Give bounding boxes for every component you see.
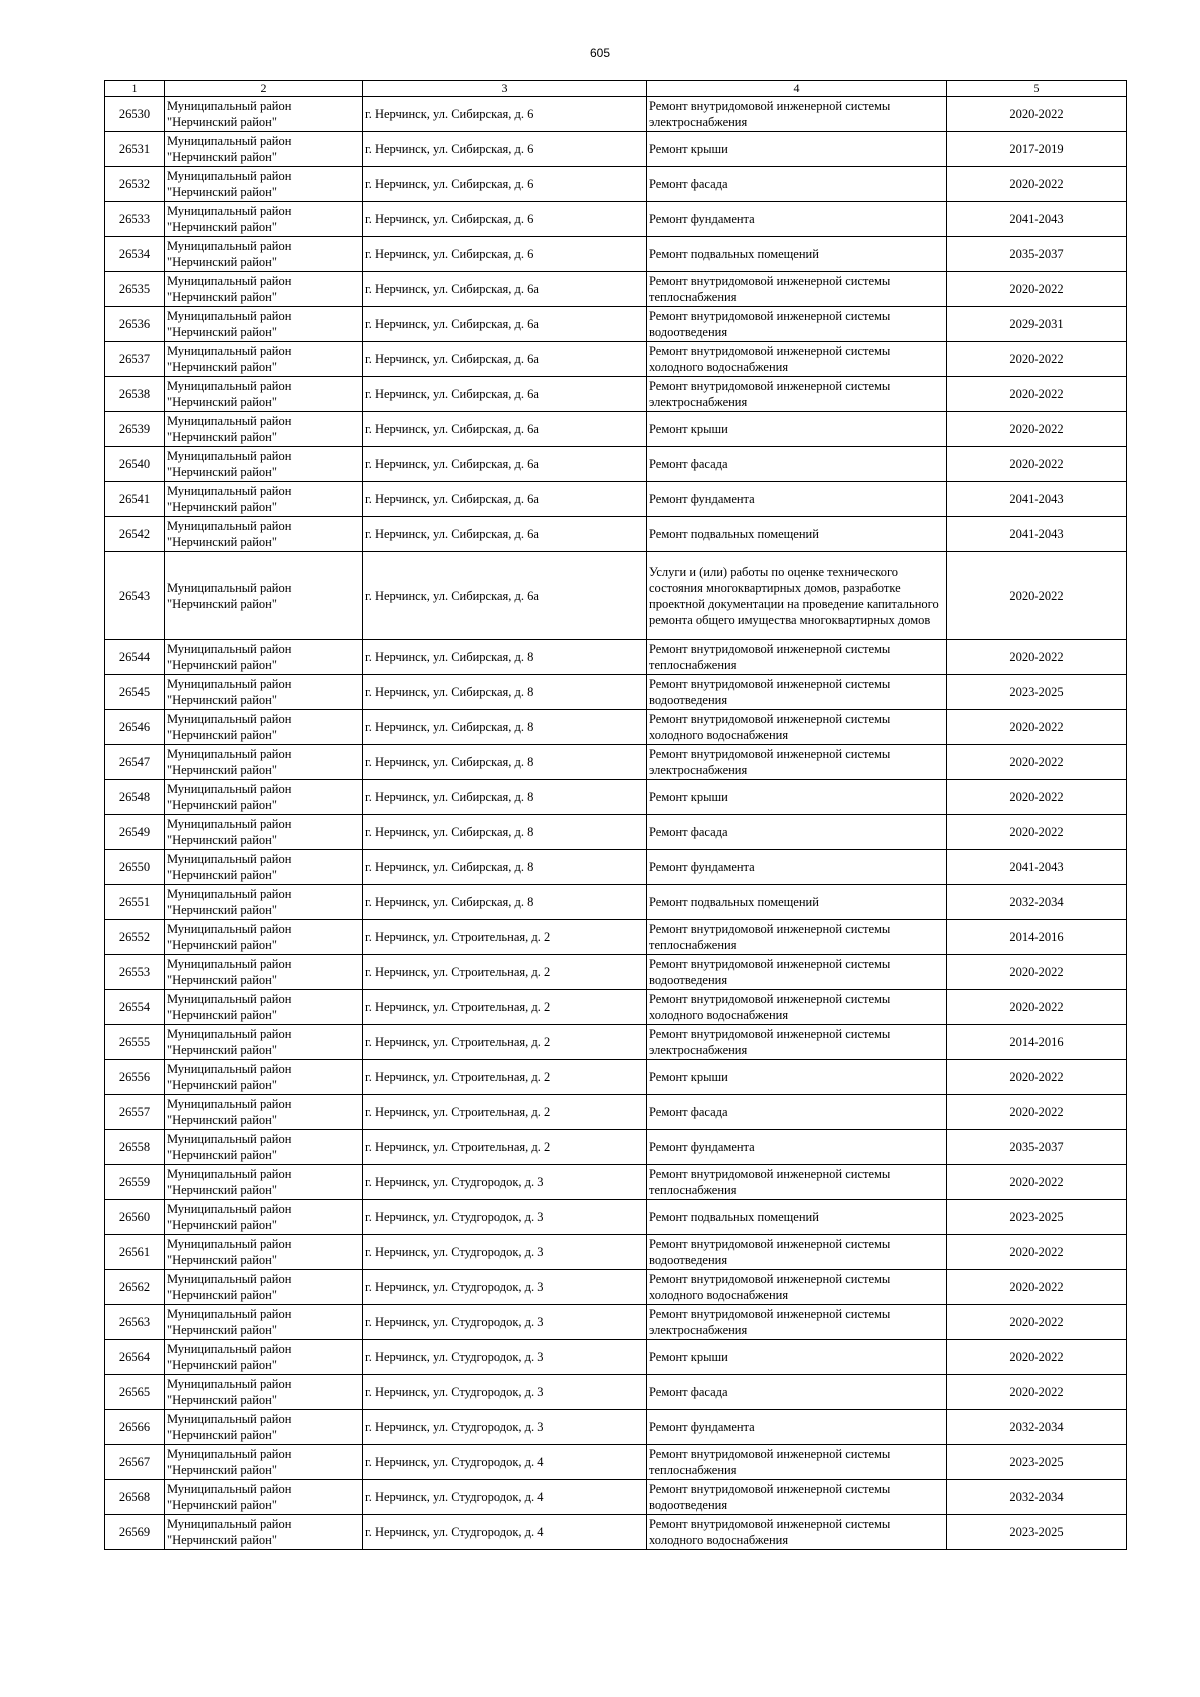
row-number-cell: 26557 <box>105 1095 165 1130</box>
work-type-cell: Ремонт внутридомовой инженерной системы теплоснабжения <box>647 1445 947 1480</box>
address-cell: г. Нерчинск, ул. Сибирская, д. 6 <box>363 237 647 272</box>
table-row <box>105 1235 1127 1270</box>
table-row <box>105 1165 1127 1200</box>
table-row <box>105 307 1127 342</box>
period-cell: 2020-2022 <box>947 272 1127 307</box>
row-number-cell: 26544 <box>105 640 165 675</box>
period-cell: 2020-2022 <box>947 745 1127 780</box>
municipality-cell: Муниципальный район "Нерчинский район" <box>165 377 363 412</box>
address-cell: г. Нерчинск, ул. Сибирская, д. 6а <box>363 307 647 342</box>
address-cell: г. Нерчинск, ул. Сибирская, д. 6а <box>363 377 647 412</box>
work-type-cell: Ремонт фундамента <box>647 482 947 517</box>
period-cell: 2041-2043 <box>947 517 1127 552</box>
address-cell: г. Нерчинск, ул. Студгородок, д. 4 <box>363 1515 647 1550</box>
period-cell: 2020-2022 <box>947 377 1127 412</box>
work-type-cell: Ремонт фасада <box>647 815 947 850</box>
municipality-cell: Муниципальный район "Нерчинский район" <box>165 815 363 850</box>
period-cell: 2023-2025 <box>947 675 1127 710</box>
period-cell: 2020-2022 <box>947 1375 1127 1410</box>
table-row <box>105 272 1127 307</box>
address-cell: г. Нерчинск, ул. Студгородок, д. 3 <box>363 1340 647 1375</box>
address-cell: г. Нерчинск, ул. Сибирская, д. 6а <box>363 342 647 377</box>
municipality-cell: Муниципальный район "Нерчинский район" <box>165 1480 363 1515</box>
address-cell: г. Нерчинск, ул. Строительная, д. 2 <box>363 955 647 990</box>
row-number-cell: 26549 <box>105 815 165 850</box>
row-number-cell: 26558 <box>105 1130 165 1165</box>
work-type-cell: Ремонт внутридомовой инженерной системы электроснабжения <box>647 377 947 412</box>
address-cell: г. Нерчинск, ул. Строительная, д. 2 <box>363 990 647 1025</box>
row-number-cell: 26564 <box>105 1340 165 1375</box>
address-cell: г. Нерчинск, ул. Строительная, д. 2 <box>363 920 647 955</box>
work-type-cell: Ремонт крыши <box>647 132 947 167</box>
work-type-cell: Ремонт внутридомовой инженерной системы теплоснабжения <box>647 640 947 675</box>
row-number-cell: 26542 <box>105 517 165 552</box>
address-cell: г. Нерчинск, ул. Сибирская, д. 8 <box>363 780 647 815</box>
row-number-cell: 26531 <box>105 132 165 167</box>
table-row <box>105 132 1127 167</box>
row-number-cell: 26546 <box>105 710 165 745</box>
row-number-cell: 26548 <box>105 780 165 815</box>
table-header <box>105 81 1127 97</box>
row-number-cell: 26566 <box>105 1410 165 1445</box>
row-number-cell: 26567 <box>105 1445 165 1480</box>
work-type-cell: Ремонт внутридомовой инженерной системы водоотведения <box>647 1480 947 1515</box>
municipality-cell: Муниципальный район "Нерчинский район" <box>165 780 363 815</box>
municipality-cell: Муниципальный район "Нерчинский район" <box>165 447 363 482</box>
period-cell: 2020-2022 <box>947 1340 1127 1375</box>
municipality-cell: Муниципальный район "Нерчинский район" <box>165 132 363 167</box>
table-row <box>105 955 1127 990</box>
municipality-cell: Муниципальный район "Нерчинский район" <box>165 272 363 307</box>
period-cell: 2020-2022 <box>947 815 1127 850</box>
municipality-cell: Муниципальный район "Нерчинский район" <box>165 1235 363 1270</box>
work-type-cell: Ремонт внутридомовой инженерной системы электроснабжения <box>647 745 947 780</box>
period-cell: 2020-2022 <box>947 447 1127 482</box>
municipality-cell: Муниципальный район "Нерчинский район" <box>165 745 363 780</box>
address-cell: г. Нерчинск, ул. Строительная, д. 2 <box>363 1060 647 1095</box>
municipality-cell: Муниципальный район "Нерчинский район" <box>165 1410 363 1445</box>
column-header-1: 1 <box>105 81 165 97</box>
work-type-cell: Ремонт внутридомовой инженерной системы теплоснабжения <box>647 272 947 307</box>
address-cell: г. Нерчинск, ул. Сибирская, д. 6 <box>363 132 647 167</box>
municipality-cell: Муниципальный район "Нерчинский район" <box>165 1375 363 1410</box>
address-cell: г. Нерчинск, ул. Строительная, д. 2 <box>363 1095 647 1130</box>
work-type-cell: Ремонт фундамента <box>647 1130 947 1165</box>
address-cell: г. Нерчинск, ул. Сибирская, д. 8 <box>363 885 647 920</box>
row-number-cell: 26536 <box>105 307 165 342</box>
work-type-cell: Ремонт внутридомовой инженерной системы водоотведения <box>647 307 947 342</box>
address-cell: г. Нерчинск, ул. Сибирская, д. 8 <box>363 640 647 675</box>
table-row <box>105 815 1127 850</box>
period-cell: 2020-2022 <box>947 710 1127 745</box>
table-row <box>105 1130 1127 1165</box>
period-cell: 2017-2019 <box>947 132 1127 167</box>
table-row <box>105 885 1127 920</box>
address-cell: г. Нерчинск, ул. Студгородок, д. 3 <box>363 1235 647 1270</box>
column-header-4: 4 <box>647 81 947 97</box>
repair-schedule-table <box>104 80 1127 1550</box>
table-row <box>105 377 1127 412</box>
municipality-cell: Муниципальный район "Нерчинский район" <box>165 202 363 237</box>
table-row <box>105 1200 1127 1235</box>
work-type-cell: Ремонт внутридомовой инженерной системы холодного водоснабжения <box>647 990 947 1025</box>
column-header-3: 3 <box>363 81 647 97</box>
address-cell: г. Нерчинск, ул. Сибирская, д. 6 <box>363 97 647 132</box>
table-row <box>105 1410 1127 1445</box>
row-number-cell: 26530 <box>105 97 165 132</box>
address-cell: г. Нерчинск, ул. Студгородок, д. 3 <box>363 1270 647 1305</box>
work-type-cell: Ремонт крыши <box>647 1060 947 1095</box>
work-type-cell: Ремонт крыши <box>647 780 947 815</box>
address-cell: г. Нерчинск, ул. Сибирская, д. 6а <box>363 447 647 482</box>
period-cell: 2020-2022 <box>947 955 1127 990</box>
table-row <box>105 710 1127 745</box>
address-cell: г. Нерчинск, ул. Сибирская, д. 6а <box>363 272 647 307</box>
period-cell: 2023-2025 <box>947 1200 1127 1235</box>
address-cell: г. Нерчинск, ул. Сибирская, д. 6 <box>363 167 647 202</box>
table-row <box>105 447 1127 482</box>
row-number-cell: 26560 <box>105 1200 165 1235</box>
period-cell: 2020-2022 <box>947 97 1127 132</box>
work-type-cell: Ремонт подвальных помещений <box>647 885 947 920</box>
row-number-cell: 26551 <box>105 885 165 920</box>
table-row <box>105 920 1127 955</box>
municipality-cell: Муниципальный район "Нерчинский район" <box>165 1130 363 1165</box>
column-header-5: 5 <box>947 81 1127 97</box>
table-row <box>105 412 1127 447</box>
period-cell: 2020-2022 <box>947 167 1127 202</box>
work-type-cell: Ремонт подвальных помещений <box>647 517 947 552</box>
row-number-cell: 26550 <box>105 850 165 885</box>
address-cell: г. Нерчинск, ул. Сибирская, д. 8 <box>363 815 647 850</box>
table-row <box>105 482 1127 517</box>
municipality-cell: Муниципальный район "Нерчинский район" <box>165 955 363 990</box>
row-number-cell: 26532 <box>105 167 165 202</box>
table-row <box>105 167 1127 202</box>
address-cell: г. Нерчинск, ул. Студгородок, д. 3 <box>363 1375 647 1410</box>
address-cell: г. Нерчинск, ул. Строительная, д. 2 <box>363 1130 647 1165</box>
address-cell: г. Нерчинск, ул. Сибирская, д. 8 <box>363 850 647 885</box>
municipality-cell: Муниципальный район "Нерчинский район" <box>165 1200 363 1235</box>
municipality-cell: Муниципальный район "Нерчинский район" <box>165 1060 363 1095</box>
municipality-cell: Муниципальный район "Нерчинский район" <box>165 1340 363 1375</box>
table-row <box>105 850 1127 885</box>
work-type-cell: Ремонт внутридомовой инженерной системы холодного водоснабжения <box>647 1270 947 1305</box>
table-row <box>105 745 1127 780</box>
period-cell: 2041-2043 <box>947 850 1127 885</box>
row-number-cell: 26552 <box>105 920 165 955</box>
period-cell: 2014-2016 <box>947 920 1127 955</box>
municipality-cell: Муниципальный район "Нерчинский район" <box>165 1515 363 1550</box>
row-number-cell: 26569 <box>105 1515 165 1550</box>
table-row <box>105 675 1127 710</box>
period-cell: 2020-2022 <box>947 1235 1127 1270</box>
address-cell: г. Нерчинск, ул. Сибирская, д. 8 <box>363 745 647 780</box>
row-number-cell: 26568 <box>105 1480 165 1515</box>
period-cell: 2020-2022 <box>947 1095 1127 1130</box>
work-type-cell: Ремонт подвальных помещений <box>647 237 947 272</box>
row-number-cell: 26535 <box>105 272 165 307</box>
municipality-cell: Муниципальный район "Нерчинский район" <box>165 97 363 132</box>
work-type-cell: Ремонт внутридомовой инженерной системы холодного водоснабжения <box>647 342 947 377</box>
row-number-cell: 26554 <box>105 990 165 1025</box>
work-type-cell: Ремонт фундамента <box>647 850 947 885</box>
column-header-2: 2 <box>165 81 363 97</box>
municipality-cell: Муниципальный район "Нерчинский район" <box>165 482 363 517</box>
municipality-cell: Муниципальный район "Нерчинский район" <box>165 920 363 955</box>
row-number-cell: 26563 <box>105 1305 165 1340</box>
row-number-cell: 26556 <box>105 1060 165 1095</box>
address-cell: г. Нерчинск, ул. Сибирская, д. 8 <box>363 675 647 710</box>
municipality-cell: Муниципальный район "Нерчинский район" <box>165 1445 363 1480</box>
period-cell: 2014-2016 <box>947 1025 1127 1060</box>
work-type-cell: Ремонт внутридомовой инженерной системы холодного водоснабжения <box>647 710 947 745</box>
period-cell: 2032-2034 <box>947 885 1127 920</box>
work-type-cell: Ремонт фасада <box>647 447 947 482</box>
address-cell: г. Нерчинск, ул. Строительная, д. 2 <box>363 1025 647 1060</box>
municipality-cell: Муниципальный район "Нерчинский район" <box>165 1095 363 1130</box>
row-number-cell: 26553 <box>105 955 165 990</box>
work-type-cell: Ремонт внутридомовой инженерной системы теплоснабжения <box>647 920 947 955</box>
work-type-cell: Ремонт внутридомовой инженерной системы холодного водоснабжения <box>647 1515 947 1550</box>
table-row <box>105 1305 1127 1340</box>
table-row <box>105 990 1127 1025</box>
municipality-cell: Муниципальный район "Нерчинский район" <box>165 237 363 272</box>
period-cell: 2032-2034 <box>947 1410 1127 1445</box>
work-type-cell: Ремонт внутридомовой инженерной системы теплоснабжения <box>647 1165 947 1200</box>
address-cell: г. Нерчинск, ул. Студгородок, д. 3 <box>363 1200 647 1235</box>
table-row <box>105 1375 1127 1410</box>
table-row <box>105 237 1127 272</box>
table-row <box>105 552 1127 640</box>
table-row <box>105 640 1127 675</box>
municipality-cell: Муниципальный район "Нерчинский район" <box>165 885 363 920</box>
address-cell: г. Нерчинск, ул. Студгородок, д. 4 <box>363 1480 647 1515</box>
period-cell: 2020-2022 <box>947 780 1127 815</box>
municipality-cell: Муниципальный район "Нерчинский район" <box>165 1025 363 1060</box>
work-type-cell: Ремонт внутридомовой инженерной системы электроснабжения <box>647 1025 947 1060</box>
table-row <box>105 1060 1127 1095</box>
work-type-cell: Ремонт внутридомовой инженерной системы водоотведения <box>647 955 947 990</box>
work-type-cell: Ремонт внутридомовой инженерной системы электроснабжения <box>647 1305 947 1340</box>
municipality-cell: Муниципальный район "Нерчинский район" <box>165 675 363 710</box>
work-type-cell: Ремонт фасада <box>647 1375 947 1410</box>
municipality-cell: Муниципальный район "Нерчинский район" <box>165 412 363 447</box>
period-cell: 2035-2037 <box>947 237 1127 272</box>
row-number-cell: 26537 <box>105 342 165 377</box>
period-cell: 2020-2022 <box>947 1270 1127 1305</box>
table-row <box>105 342 1127 377</box>
municipality-cell: Муниципальный район "Нерчинский район" <box>165 990 363 1025</box>
row-number-cell: 26538 <box>105 377 165 412</box>
table-row <box>105 1270 1127 1305</box>
table-row <box>105 1340 1127 1375</box>
period-cell: 2020-2022 <box>947 342 1127 377</box>
row-number-cell: 26533 <box>105 202 165 237</box>
municipality-cell: Муниципальный район "Нерчинский район" <box>165 552 363 640</box>
period-cell: 2020-2022 <box>947 1165 1127 1200</box>
address-cell: г. Нерчинск, ул. Сибирская, д. 6а <box>363 412 647 447</box>
row-number-cell: 26565 <box>105 1375 165 1410</box>
period-cell: 2020-2022 <box>947 1305 1127 1340</box>
address-cell: г. Нерчинск, ул. Студгородок, д. 4 <box>363 1445 647 1480</box>
period-cell: 2029-2031 <box>947 307 1127 342</box>
table-row <box>105 780 1127 815</box>
period-cell: 2041-2043 <box>947 202 1127 237</box>
work-type-cell: Ремонт фундамента <box>647 1410 947 1445</box>
address-cell: г. Нерчинск, ул. Сибирская, д. 6 <box>363 202 647 237</box>
work-type-cell: Ремонт подвальных помещений <box>647 1200 947 1235</box>
work-type-cell: Ремонт крыши <box>647 1340 947 1375</box>
table-row <box>105 97 1127 132</box>
row-number-cell: 26541 <box>105 482 165 517</box>
row-number-cell: 26547 <box>105 745 165 780</box>
row-number-cell: 26534 <box>105 237 165 272</box>
work-type-cell: Ремонт фундамента <box>647 202 947 237</box>
municipality-cell: Муниципальный район "Нерчинский район" <box>165 307 363 342</box>
table-row <box>105 1095 1127 1130</box>
row-number-cell: 26555 <box>105 1025 165 1060</box>
address-cell: г. Нерчинск, ул. Сибирская, д. 6а <box>363 517 647 552</box>
address-cell: г. Нерчинск, ул. Студгородок, д. 3 <box>363 1305 647 1340</box>
row-number-cell: 26559 <box>105 1165 165 1200</box>
row-number-cell: 26543 <box>105 552 165 640</box>
period-cell: 2032-2034 <box>947 1480 1127 1515</box>
municipality-cell: Муниципальный район "Нерчинский район" <box>165 342 363 377</box>
work-type-cell: Ремонт крыши <box>647 412 947 447</box>
municipality-cell: Муниципальный район "Нерчинский район" <box>165 710 363 745</box>
period-cell: 2041-2043 <box>947 482 1127 517</box>
municipality-cell: Муниципальный район "Нерчинский район" <box>165 1305 363 1340</box>
table-row <box>105 1445 1127 1480</box>
row-number-cell: 26539 <box>105 412 165 447</box>
table-row <box>105 202 1127 237</box>
work-type-cell: Ремонт внутридомовой инженерной системы водоотведения <box>647 675 947 710</box>
period-cell: 2035-2037 <box>947 1130 1127 1165</box>
address-cell: г. Нерчинск, ул. Сибирская, д. 6а <box>363 482 647 517</box>
municipality-cell: Муниципальный район "Нерчинский район" <box>165 517 363 552</box>
page-number: 605 <box>589 46 611 60</box>
municipality-cell: Муниципальный район "Нерчинский район" <box>165 1165 363 1200</box>
work-type-cell: Ремонт фасада <box>647 1095 947 1130</box>
work-type-cell: Услуги и (или) работы по оценке технического состояния многоквартирных домов, разработке проектной документации на проведение капитального ремонта общего имущества многоквартирных домов <box>647 552 947 640</box>
header-row <box>105 81 1127 97</box>
table-row <box>105 517 1127 552</box>
period-cell: 2020-2022 <box>947 640 1127 675</box>
municipality-cell: Муниципальный район "Нерчинский район" <box>165 1270 363 1305</box>
address-cell: г. Нерчинск, ул. Сибирская, д. 8 <box>363 710 647 745</box>
address-cell: г. Нерчинск, ул. Сибирская, д. 6а <box>363 552 647 640</box>
table-row <box>105 1515 1127 1550</box>
table-row <box>105 1025 1127 1060</box>
period-cell: 2020-2022 <box>947 412 1127 447</box>
row-number-cell: 26562 <box>105 1270 165 1305</box>
address-cell: г. Нерчинск, ул. Студгородок, д. 3 <box>363 1410 647 1445</box>
address-cell: г. Нерчинск, ул. Студгородок, д. 3 <box>363 1165 647 1200</box>
municipality-cell: Муниципальный район "Нерчинский район" <box>165 167 363 202</box>
row-number-cell: 26545 <box>105 675 165 710</box>
work-type-cell: Ремонт внутридомовой инженерной системы электроснабжения <box>647 97 947 132</box>
municipality-cell: Муниципальный район "Нерчинский район" <box>165 850 363 885</box>
period-cell: 2020-2022 <box>947 552 1127 640</box>
period-cell: 2023-2025 <box>947 1515 1127 1550</box>
row-number-cell: 26561 <box>105 1235 165 1270</box>
work-type-cell: Ремонт фасада <box>647 167 947 202</box>
table-body <box>105 97 1127 1550</box>
municipality-cell: Муниципальный район "Нерчинский район" <box>165 640 363 675</box>
row-number-cell: 26540 <box>105 447 165 482</box>
period-cell: 2020-2022 <box>947 990 1127 1025</box>
period-cell: 2023-2025 <box>947 1445 1127 1480</box>
period-cell: 2020-2022 <box>947 1060 1127 1095</box>
work-type-cell: Ремонт внутридомовой инженерной системы водоотведения <box>647 1235 947 1270</box>
table-row <box>105 1480 1127 1515</box>
